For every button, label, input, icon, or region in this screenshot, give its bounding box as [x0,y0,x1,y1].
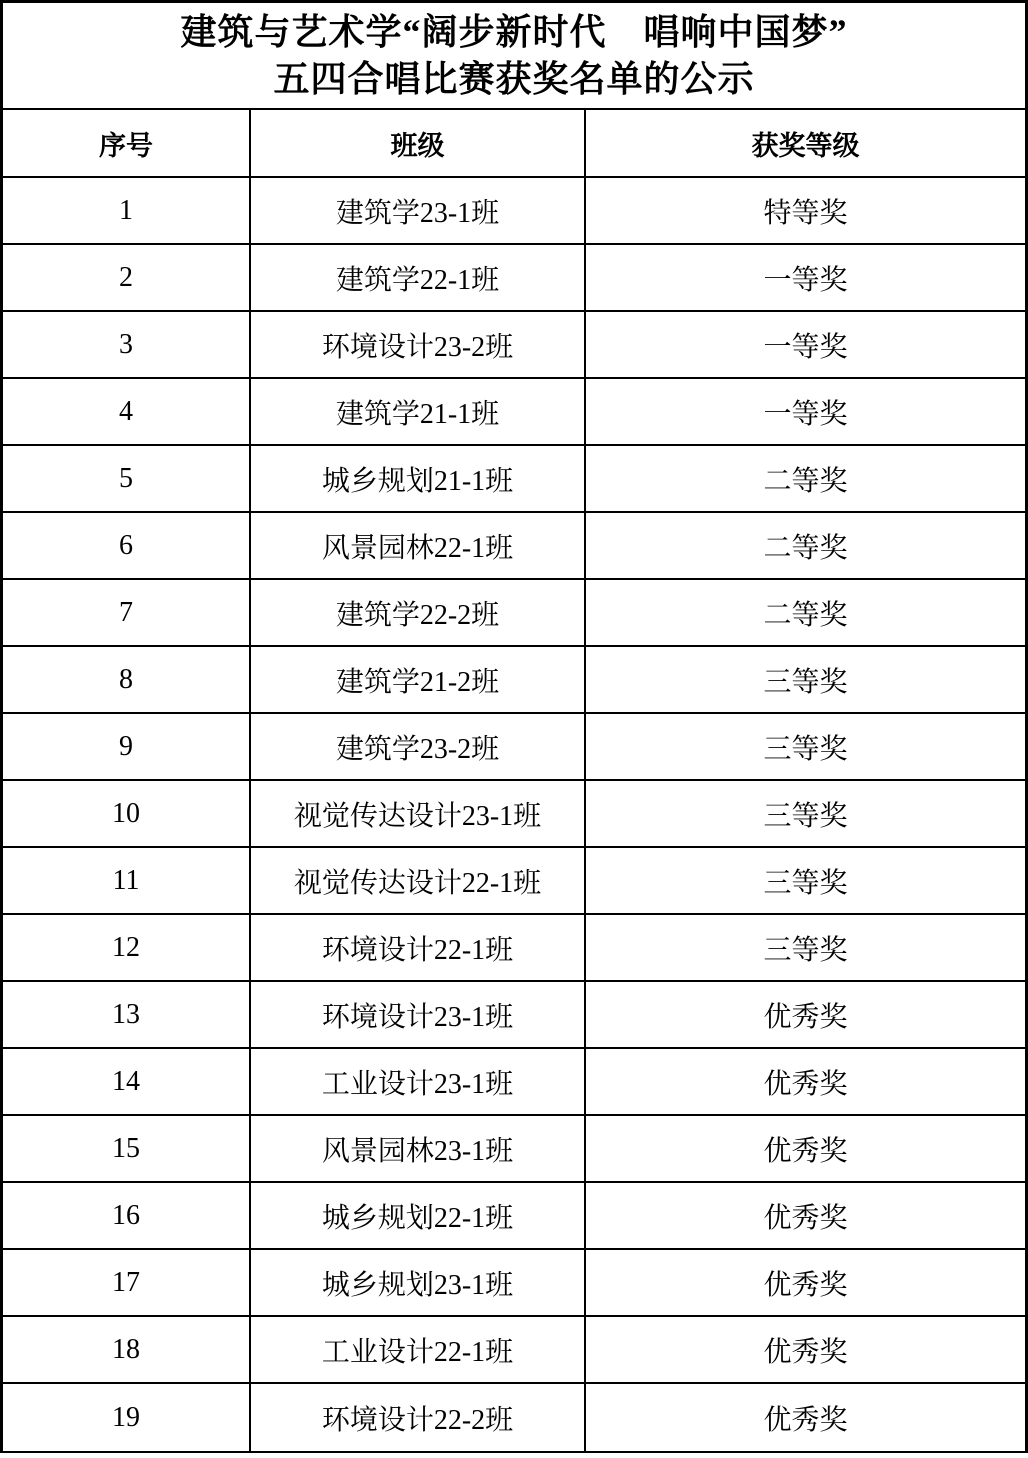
row-class-cell: 城乡规划21-1班 [249,446,584,513]
row-class-cell: 工业设计23-1班 [249,1049,584,1116]
row-class-cell: 视觉传达设计22-1班 [249,848,584,915]
row-award-cell: 优秀奖 [584,1116,1025,1183]
column-header-class: 班级 [249,110,584,178]
row-serial-cell: 18 [3,1317,249,1384]
row-class-cell: 建筑学22-2班 [249,580,584,647]
row-serial-cell: 8 [3,647,249,714]
document-title [3,3,1025,110]
row-serial-cell: 17 [3,1250,249,1317]
row-serial-cell: 1 [3,178,249,245]
row-class-cell: 视觉传达设计23-1班 [249,781,584,848]
row-class-cell: 城乡规划22-1班 [249,1183,584,1250]
title-line-1: 建筑与艺术学“阔步新时代 唱响中国梦” [180,11,848,52]
row-class-cell: 环境设计22-1班 [249,915,584,982]
row-award-cell: 特等奖 [584,178,1025,245]
row-award-cell: 二等奖 [584,580,1025,647]
row-serial-cell: 9 [3,714,249,781]
row-class-cell: 建筑学21-2班 [249,647,584,714]
column-header-serial: 序号 [3,110,249,178]
row-serial-cell: 14 [3,1049,249,1116]
row-award-cell: 三等奖 [584,781,1025,848]
row-serial-cell: 16 [3,1183,249,1250]
row-award-cell: 优秀奖 [584,1183,1025,1250]
row-award-cell: 三等奖 [584,848,1025,915]
row-award-cell: 一等奖 [584,312,1025,379]
row-award-cell: 优秀奖 [584,1384,1025,1451]
row-award-cell: 二等奖 [584,446,1025,513]
title-line-2: 五四合唱比赛获奖名单的公示 [273,58,755,99]
row-class-cell: 风景园林22-1班 [249,513,584,580]
row-award-cell: 优秀奖 [584,1049,1025,1116]
row-serial-cell: 10 [3,781,249,848]
row-serial-cell: 2 [3,245,249,312]
row-serial-cell: 6 [3,513,249,580]
row-award-cell: 一等奖 [584,379,1025,446]
row-serial-cell: 3 [3,312,249,379]
row-class-cell: 环境设计23-1班 [249,982,584,1049]
row-class-cell: 城乡规划23-1班 [249,1250,584,1317]
row-class-cell: 环境设计23-2班 [249,312,584,379]
row-serial-cell: 11 [3,848,249,915]
row-serial-cell: 4 [3,379,249,446]
row-serial-cell: 12 [3,915,249,982]
column-header-award: 获奖等级 [584,110,1025,178]
row-class-cell: 工业设计22-1班 [249,1317,584,1384]
row-award-cell: 三等奖 [584,915,1025,982]
row-class-cell: 环境设计22-2班 [249,1384,584,1451]
row-award-cell: 一等奖 [584,245,1025,312]
row-award-cell: 优秀奖 [584,1317,1025,1384]
row-award-cell: 二等奖 [584,513,1025,580]
row-class-cell: 建筑学22-1班 [249,245,584,312]
row-award-cell: 三等奖 [584,647,1025,714]
row-serial-cell: 7 [3,580,249,647]
row-class-cell: 风景园林23-1班 [249,1116,584,1183]
row-serial-cell: 15 [3,1116,249,1183]
row-class-cell: 建筑学21-1班 [249,379,584,446]
row-award-cell: 三等奖 [584,714,1025,781]
row-class-cell: 建筑学23-2班 [249,714,584,781]
row-serial-cell: 5 [3,446,249,513]
row-serial-cell: 13 [3,982,249,1049]
row-class-cell: 建筑学23-1班 [249,178,584,245]
row-award-cell: 优秀奖 [584,982,1025,1049]
row-award-cell: 优秀奖 [584,1250,1025,1317]
row-serial-cell: 19 [112,1401,140,1433]
